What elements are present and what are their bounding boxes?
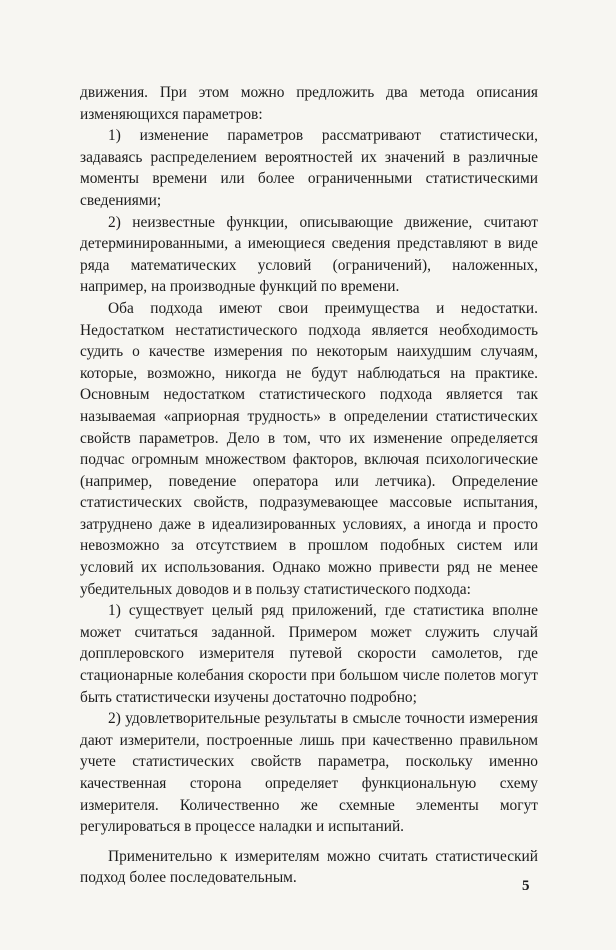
- paragraph-item-1: 1) изменение параметров рассматривают статистически, задаваясь распределением вероятностей их значений в различные моменты времени или более ограниченными статистическими сведениями;: [80, 127, 538, 209]
- paragraph-comparison: Оба подхода имеют свои преимущества и недостатки. Недостатком нестатистического подхода является необходимость судить о качестве измерения по некоторым наихудшим случаям, которые, возможно, никогда не будут наблюдаться на практике. Основным недостатком статистического подхода является так называемая «априорная трудность» в определении статистических свойств параметров. Дело в том, что их изменение определяется подчас огромным множеством факторов, включая психологические (например, поведение оператора или летчика). Определение статистических свойств, подразумевающее массовые испытания, затруднено даже в идеализированных условиях, а иногда и просто невозможно за отсутствием в прошлом подобных систем или условий их использования. Однако можно привести ряд не менее убедительных доводов и в пользу статистического подхода:: [80, 299, 538, 598]
- paragraph-conclusion: Применительно к измерителям можно считать статистический подход более последовательным.: [80, 847, 538, 887]
- body-text: [80, 82, 538, 889]
- paragraph-argument-1: 1) существует целый ряд приложений, где статистика вполне может считаться заданной. Примером может служить случай допплеровского измерителя путевой скорости самолетов, где стационарные колебания скорости при большом числе полетов могут быть статистически изучены достаточно подробно;: [80, 602, 538, 706]
- paragraph-item-2: 2) неизвестные функции, описывающие движение, считают детерминированными, а имеющиеся сведения представляют в виде ряда математических условий (ограничений), наложенных, например, на производные функций по времени.: [80, 213, 538, 296]
- paragraph-argument-2: 2) удовлетворительные результаты в смысле точности измерения дают измерители, построенные лишь при качественно правильном учете статистических свойств параметра, поскольку именно качественная сторона определяет функциональную схему измерителя. Количественно же схемные элементы могут регулироваться в процессе наладки и испытаний.: [80, 710, 538, 836]
- paragraph-intro: движения. При этом можно предложить два метода описания изменяющихся параметров:: [80, 84, 538, 123]
- page-number: 5: [522, 878, 530, 894]
